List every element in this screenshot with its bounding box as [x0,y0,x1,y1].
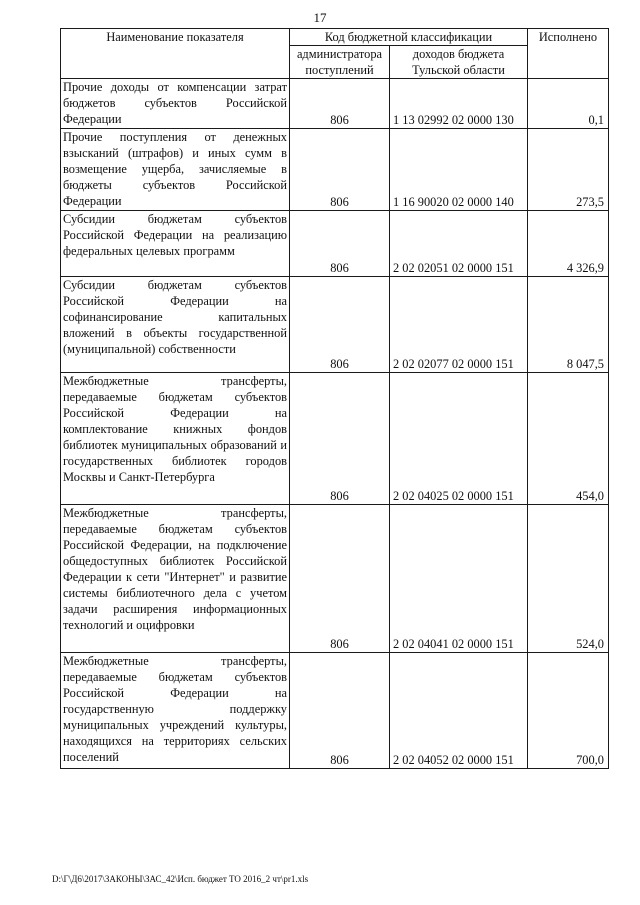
administrator-code: 806 [290,211,390,277]
revenue-code: 1 13 02992 02 0000 130 [390,79,528,129]
executed-amount: 4 326,9 [528,211,609,277]
table-row [61,79,609,129]
revenue-code: 2 02 02077 02 0000 151 [390,277,528,373]
indicator-name: Межбюджетные трансферты, передаваемые бюджетам субъектов Российской Федерации на комплектование книжных фондов библиотек муниципальных образований и государственных библиотек городов Москвы и Санкт-Петербурга [61,373,290,505]
header-regional-budget-revenue: доходов бюджета Тульской области [390,46,528,79]
revenue-code: 2 02 04025 02 0000 151 [390,373,528,505]
file-path-footer: D:\Г\Д6\2017\ЗАКОНЫ\ЗАС_42\Исп. бюджет ТО 2016_2 чт\pr1.xls [52,874,309,884]
header-executed: Исполнено [528,29,609,79]
indicator-name: Субсидии бюджетам субъектов Российской Федерации на реализацию федеральных целевых программ [61,211,290,277]
executed-amount: 524,0 [528,505,609,653]
revenue-code: 2 02 04052 02 0000 151 [390,653,528,769]
table-row [61,129,609,211]
budget-execution-table [60,28,609,769]
revenue-code: 2 02 04041 02 0000 151 [390,505,528,653]
indicator-name: Межбюджетные трансферты, передаваемые бюджетам субъектов Российской Федерации, на подключение общедоступных библиотек Российской Федерации к сети "Интернет" и развитие системы библиотечного дела с учетом задачи расширения информационных технологий и оцифровки [61,505,290,653]
executed-amount: 454,0 [528,373,609,505]
indicator-name: Межбюджетные трансферты, передаваемые бюджетам субъектов Российской Федерации на государственную поддержку муниципальных учреждений культуры, находящихся на территориях сельских поселений [61,653,290,769]
table-row [61,211,609,277]
page-number: 17 [313,10,327,25]
revenue-code: 2 02 02051 02 0000 151 [390,211,528,277]
revenue-code: 1 16 90020 02 0000 140 [390,129,528,211]
administrator-code: 806 [290,653,390,769]
executed-amount: 8 047,5 [528,277,609,373]
table-row [61,277,609,373]
table-row [61,505,609,653]
indicator-name: Субсидии бюджетам субъектов Российской Федерации на софинансирование капитальных вложений в объекты государственной (муниципальной) собственности [61,277,290,373]
executed-amount: 273,5 [528,129,609,211]
indicator-name: Прочие доходы от компенсации затрат бюджетов субъектов Российской Федерации [61,79,290,129]
administrator-code: 806 [290,277,390,373]
administrator-code: 806 [290,129,390,211]
executed-amount: 700,0 [528,653,609,769]
administrator-code: 806 [290,79,390,129]
header-revenue-administrator: администратора поступлений [290,46,390,79]
administrator-code: 806 [290,373,390,505]
table-row [61,653,609,769]
indicator-name: Прочие поступления от денежных взысканий (штрафов) и иных сумм в возмещение ущерба, зачисляемые в бюджеты субъектов Российской Федерации [61,129,290,211]
header-indicator-name: Наименование показателя [61,29,290,79]
header-classification-code: Код бюджетной классификации [290,29,528,46]
executed-amount: 0,1 [528,79,609,129]
table-row [61,373,609,505]
administrator-code: 806 [290,505,390,653]
